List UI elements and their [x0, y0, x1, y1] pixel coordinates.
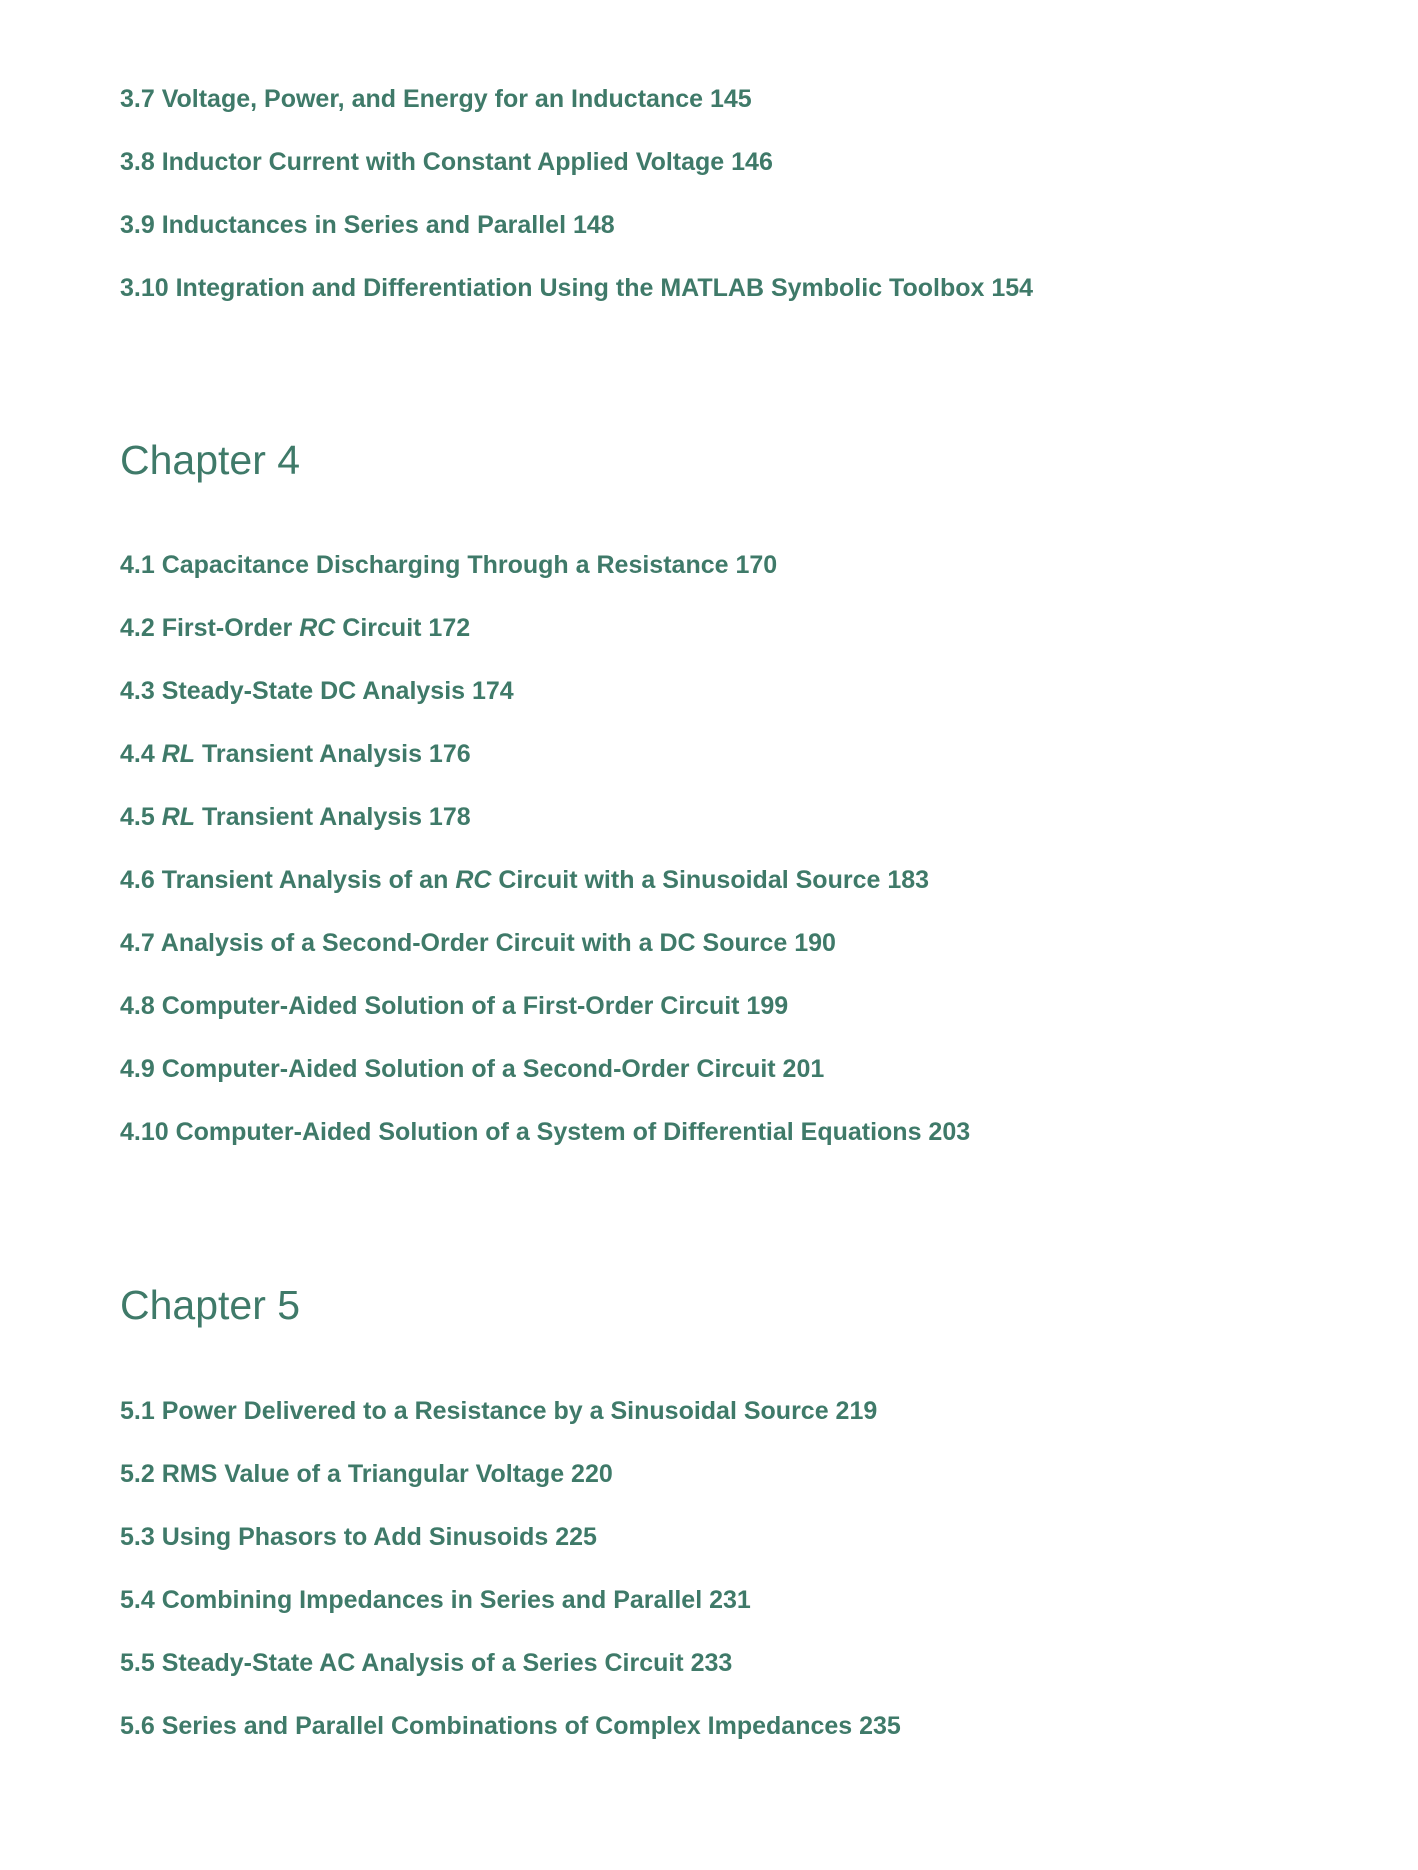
toc-entry-text: 4.9 Computer-Aided Solution of a Second-Order Circuit 201 — [120, 1055, 825, 1083]
toc-entry-emphasis: RL — [161, 740, 196, 768]
toc-entry-text: Transient Analysis 178 — [195, 803, 471, 831]
toc-entry-text: 4.2 First-Order — [120, 614, 300, 642]
chapter-heading-4: Chapter 4 — [120, 437, 301, 483]
toc-entry-5-3[interactable] — [120, 1522, 597, 1552]
toc-entry-4-6[interactable] — [120, 865, 929, 895]
toc-entry-text: 4.6 Transient Analysis of an — [120, 866, 456, 894]
toc-entry-text: 4.3 Steady-State DC Analysis 174 — [120, 677, 514, 705]
toc-entry-5-6[interactable] — [120, 1711, 901, 1741]
toc-entry-4-10[interactable] — [120, 1117, 970, 1147]
toc-entry-3-8[interactable] — [120, 147, 773, 177]
toc-entry-5-1[interactable] — [120, 1396, 877, 1426]
toc-entry-text: 5.3 Using Phasors to Add Sinusoids 225 — [120, 1523, 597, 1551]
toc-entry-text: Transient Analysis 176 — [195, 740, 471, 768]
toc-entry-text: 5.5 Steady-State AC Analysis of a Series Circuit 233 — [120, 1649, 733, 1677]
toc-entry-emphasis: RC — [299, 614, 336, 642]
toc-entry-4-7[interactable] — [120, 928, 836, 958]
toc-entry-text: 3.8 Inductor Current with Constant Applied Voltage 146 — [120, 148, 773, 176]
toc-entry-4-1[interactable] — [120, 550, 777, 580]
toc-entry-3-9[interactable] — [120, 210, 615, 240]
toc-entry-4-8[interactable] — [120, 991, 788, 1021]
toc-entry-text: 3.10 Integration and Differentiation Using the MATLAB Symbolic Toolbox 154 — [120, 274, 1034, 302]
toc-entry-5-4[interactable] — [120, 1585, 751, 1615]
toc-entry-text: 4.4 — [120, 740, 162, 768]
toc-entry-text: Circuit 172 — [335, 614, 471, 642]
toc-entry-text: 3.7 Voltage, Power, and Energy for an Inductance 145 — [120, 85, 752, 113]
toc-entry-text: 5.6 Series and Parallel Combinations of Complex Impedances 235 — [120, 1712, 901, 1740]
toc-entry-4-2[interactable] — [120, 613, 470, 643]
toc-entry-4-9[interactable] — [120, 1054, 824, 1084]
toc-entry-3-7[interactable] — [120, 84, 752, 114]
toc-entry-text: 4.8 Computer-Aided Solution of a First-Order Circuit 199 — [120, 992, 789, 1020]
toc-entry-text: 5.4 Combining Impedances in Series and Parallel 231 — [120, 1586, 751, 1614]
toc-entry-text: Circuit with a Sinusoidal Source 183 — [491, 866, 930, 894]
toc-entry-text: 3.9 Inductances in Series and Parallel 148 — [120, 211, 615, 239]
toc-entry-text: 4.1 Capacitance Discharging Through a Resistance 170 — [120, 551, 778, 579]
toc-entry-5-2[interactable] — [120, 1459, 613, 1489]
toc-entry-text: 5.1 Power Delivered to a Resistance by a Sinusoidal Source 219 — [120, 1397, 878, 1425]
toc-entry-text: 4.7 Analysis of a Second-Order Circuit with a DC Source 190 — [120, 929, 836, 957]
toc-entry-5-5[interactable] — [120, 1648, 732, 1678]
toc-entry-text: 4.10 Computer-Aided Solution of a System of Differential Equations 203 — [120, 1118, 971, 1146]
toc-entry-4-3[interactable] — [120, 676, 514, 706]
toc-entry-text: 4.5 — [120, 803, 162, 831]
toc-entry-4-5[interactable] — [120, 802, 471, 832]
toc-entry-3-10[interactable] — [120, 273, 1033, 303]
toc-entry-4-4[interactable] — [120, 739, 471, 769]
toc-entry-emphasis: RC — [455, 866, 492, 894]
toc-entry-text: 5.2 RMS Value of a Triangular Voltage 220 — [120, 1460, 613, 1488]
toc-entry-emphasis: RL — [161, 803, 196, 831]
chapter-heading-5: Chapter 5 — [120, 1282, 301, 1328]
